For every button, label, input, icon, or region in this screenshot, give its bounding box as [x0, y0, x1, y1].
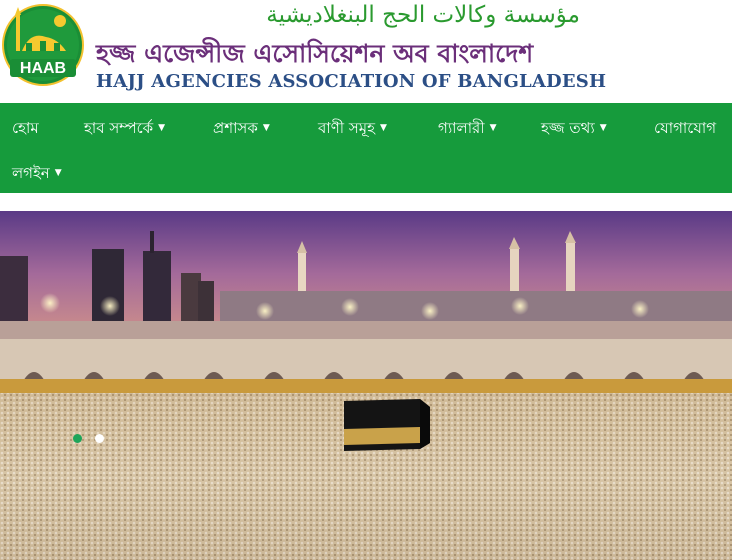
caret-down-icon: ▼ — [379, 122, 387, 133]
caret-down-icon: ▼ — [54, 167, 62, 178]
nav-item-label: লগইন — [12, 164, 50, 182]
nav-item-contact[interactable] — [654, 117, 716, 142]
nav-item-label: বাণী সমূহ — [318, 119, 375, 137]
nav-item-label: প্রশাসক — [213, 119, 258, 137]
caret-down-icon: ▼ — [262, 122, 270, 133]
nav-item-label: হোম — [12, 119, 39, 137]
logo-text: HAAB — [19, 60, 67, 77]
title-english: HAJJ AGENCIES ASSOCIATION OF BANGLADESH — [96, 71, 607, 92]
hero-image-kaaba — [0, 211, 732, 560]
slider-dot-2[interactable] — [95, 434, 104, 443]
nav-item-label: হাব সম্পর্কে — [84, 119, 154, 137]
caret-down-icon: ▼ — [599, 122, 607, 133]
haab-logo[interactable] — [2, 3, 84, 87]
nav-item-hajj-info[interactable] — [541, 117, 607, 142]
nav-item-label: গ্যালারী — [438, 119, 485, 137]
nav-item-login[interactable] — [12, 162, 62, 187]
nav-item-home[interactable] — [12, 117, 39, 142]
slider-dot-1[interactable] — [73, 434, 82, 443]
nav-item-label: যোগাযোগ — [654, 119, 717, 137]
nav-item-messages[interactable] — [318, 117, 387, 142]
caret-down-icon: ▼ — [158, 122, 166, 133]
site-header — [0, 0, 732, 103]
caret-down-icon: ▼ — [489, 122, 497, 133]
nav-item-about[interactable] — [84, 117, 165, 142]
title-arabic: مؤسسة وكالات الحج البنغلاديشية — [266, 2, 580, 28]
nav-item-label: হজ্জ তথ্য — [541, 119, 595, 137]
hero-slider[interactable] — [0, 211, 732, 560]
nav-item-gallery[interactable] — [438, 117, 497, 142]
main-nav — [0, 103, 732, 193]
title-bangla: হজ্জ এজেন্সীজ এসোসিয়েশন অব বাংলাদেশ — [96, 39, 534, 68]
nav-item-admin[interactable] — [213, 117, 270, 142]
